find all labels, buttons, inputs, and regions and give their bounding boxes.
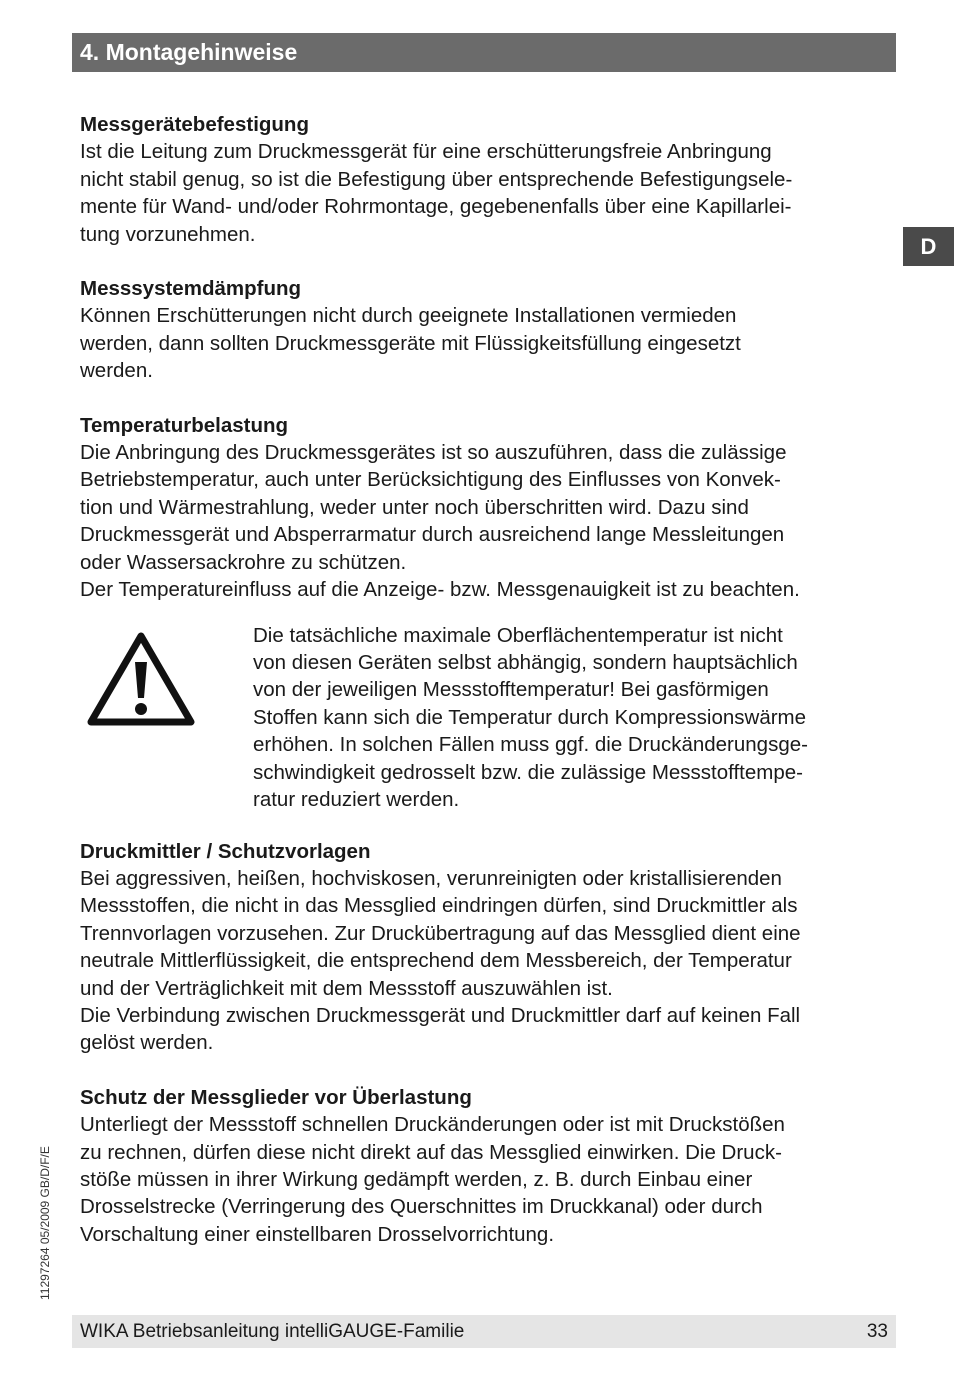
section-schutz-messglieder — [80, 1084, 900, 1248]
section-heading: Messgerätebefestigung — [80, 113, 309, 136]
section-heading: Druckmittler / Schutzvorlagen — [80, 839, 371, 863]
section-body: Die Anbringung des Druckmessgerätes ist so auszuführen, dass die zulässige Betriebstemperatur, auch unter Berücksichtigung des Einflusses von Konvek- tion und Wärmestrahlung, weder unter noch überschritten wird. Dazu sind Druckmessgerät und Absperrarmatur durch ausreichend lange Messleitungen oder Wassersackrohre zu schützen. Der Temperatureinfluss auf die Anzeige- bzw. Messgenauigkeit ist zu beachten. — [80, 441, 800, 602]
section-body: Ist die Leitung zum Druckmessgerät für eine erschütterungsfreie Anbringung nicht stabil genug, so ist die Befestigung über entsprechende Befestigungsele- mente für Wand- und/oder Rohrmontage, gegebenenfalls über eine Kapillarlei- tung vorzunehmen. — [80, 140, 793, 246]
warning-box — [80, 622, 900, 812]
language-label: D — [920, 234, 937, 259]
section-heading: Messsystemdämpfung — [80, 277, 302, 301]
warning-text: Die tatsächliche maximale Oberflächentemperatur ist nicht von diesen Geräten selbst abhängig, sondern hauptsächlich von der jeweiligen Messstofftemperatur! Bei gasförmigen Stoffen kann sich die Temperatur durch Kompressionswärme erhöhen. In solchen Fällen muss ggf. die Druckänderungsge- schwindigkeit gedrosselt bzw. die zulässige Messstofftempe- ratur reduziert werden. — [253, 623, 808, 811]
warning-triangle-icon — [86, 630, 196, 726]
main-content — [80, 111, 900, 1275]
page-footer — [72, 1315, 896, 1348]
section-body: Bei aggressiven, heißen, hochviskosen, verunreinigten oder kristallisierenden Messstoffen, die nicht in das Messglied eindringen dürfen, sind Druckmittler als Trennvorlagen vorzusehen. Zur Druckübertragung auf das Messglied dient eine neutrale Mittlerflüssigkeit, die entsprechend dem Messbereich, der Temperatur und der Verträglichkeit mit dem Messstoff auszuwählen ist. Die Verbindung zwischen Druckmessgerät und Druckmittler darf auf keinen Fall gelöst werden. — [80, 866, 801, 1055]
section-heading: Schutz der Messglieder vor Überlastung — [80, 1085, 472, 1109]
section-body: Können Erschütterungen nicht durch geeignete Installationen vermieden werden, dann sollten Druckmessgeräte mit Flüssigkeitsfüllung eingesetzt werden. — [80, 304, 741, 383]
section-title: 4. Montagehinweise — [80, 39, 298, 65]
language-tab — [903, 227, 954, 266]
section-messsystemdaempfung — [80, 275, 900, 385]
footer-title: WIKA Betriebsanleitung intelliGAUGE-Familie — [80, 1321, 465, 1342]
section-messgeraetebefestigung — [80, 111, 900, 248]
section-temperaturbelastung — [80, 412, 900, 604]
page-number: 33 — [866, 1321, 888, 1342]
section-header — [72, 33, 896, 72]
section-druckmittler — [80, 838, 900, 1057]
document-code: 11297264 05/2009 GB/D/F/E — [38, 1146, 52, 1300]
section-body: Unterliegt der Messstoff schnellen Druckänderungen oder ist mit Druckstößen zu rechnen, dürfen diese nicht direkt auf das Messglied einwirken. Die Druck- stöße müssen in ihrer Wirkung gedämpft werden, z. B. durch Einbau einer Drosselstrecke (Verringerung des Querschnittes im Druckkanal) oder durch Vorschaltung einer einstellbaren Drosselvorrichtung. — [80, 1113, 785, 1246]
section-heading: Temperaturbelastung — [80, 413, 289, 437]
